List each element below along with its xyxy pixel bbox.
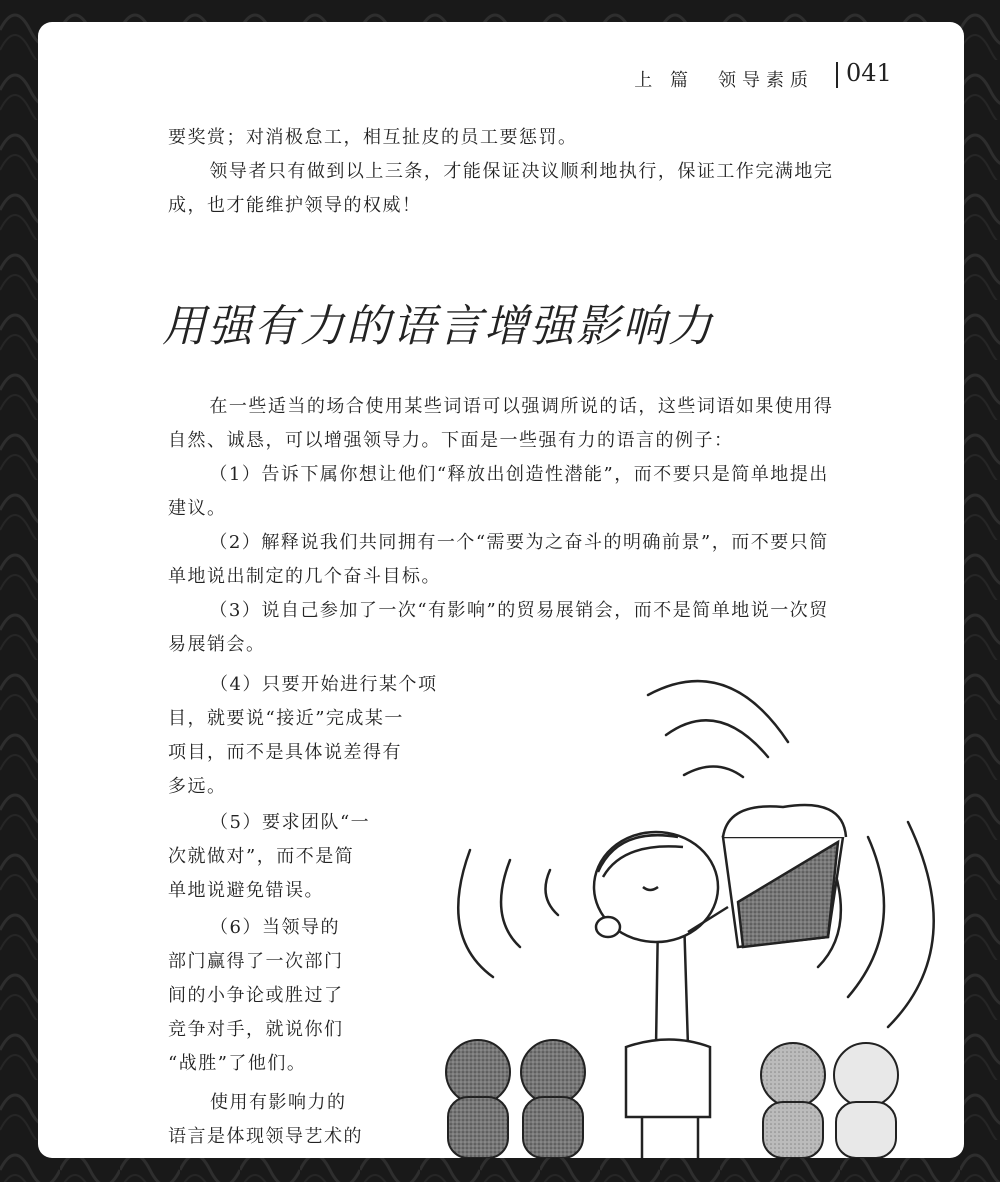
- page-number: 041: [846, 59, 892, 87]
- paragraph-continuation: 要奖赏；对消极怠工，相互扯皮的员工要惩罚。: [168, 127, 578, 148]
- paragraph: 领导者只有做到以上三条，才能保证决议顺利地执行，保证工作完满地完成，也才能维护领导的权威！: [168, 161, 834, 216]
- list-item-5: （5）要求团队“一 次就做对”，而不是简 单地说避免错误。: [168, 812, 371, 901]
- paragraph-intro: 在一些适当的场合使用某些词语可以强调所说的话，这些词语如果使用得自然、诚恳，可以增强领导力。下面是一些强有力的语言的例子：: [168, 396, 834, 451]
- body-text: [168, 390, 836, 662]
- section-title: 用强有力的语言增强影响力: [162, 301, 714, 352]
- top-text: [168, 121, 836, 223]
- closing-paragraph: 使用有影响力的 语言是体现领导艺术的: [168, 1092, 363, 1147]
- header-divider: [836, 62, 838, 88]
- list-item-2: （2）解释说我们共同拥有一个“需要为之奋斗的明确前景”，而不要只简单地说出制定的几个奋斗目标。: [168, 532, 829, 587]
- list-item-3: （3）说自己参加了一次“有影响”的贸易展销会，而不是简单地说一次贸易展销会。: [168, 600, 829, 655]
- person-figure: [594, 832, 718, 1158]
- list-item-6: （6）当领导的 部门赢得了一次部门 间的小争论或胜过了 竞争对手，就说你们 “战胜”了他们。: [168, 917, 344, 1074]
- megaphone-illustration: [398, 647, 964, 1158]
- running-header: [38, 59, 964, 92]
- list-item-1: （1）告诉下属你想让他们“释放出创造性潜能”，而不要只是简单地提出建议。: [168, 464, 829, 519]
- section-label: 上 篇 领导素质: [634, 70, 814, 91]
- book-page: [38, 22, 964, 1158]
- list-item-4: （4）只要开始进行某个项 目，就要说“接近”完成某一 项目，而不是具体说差得有 多远。: [168, 674, 438, 797]
